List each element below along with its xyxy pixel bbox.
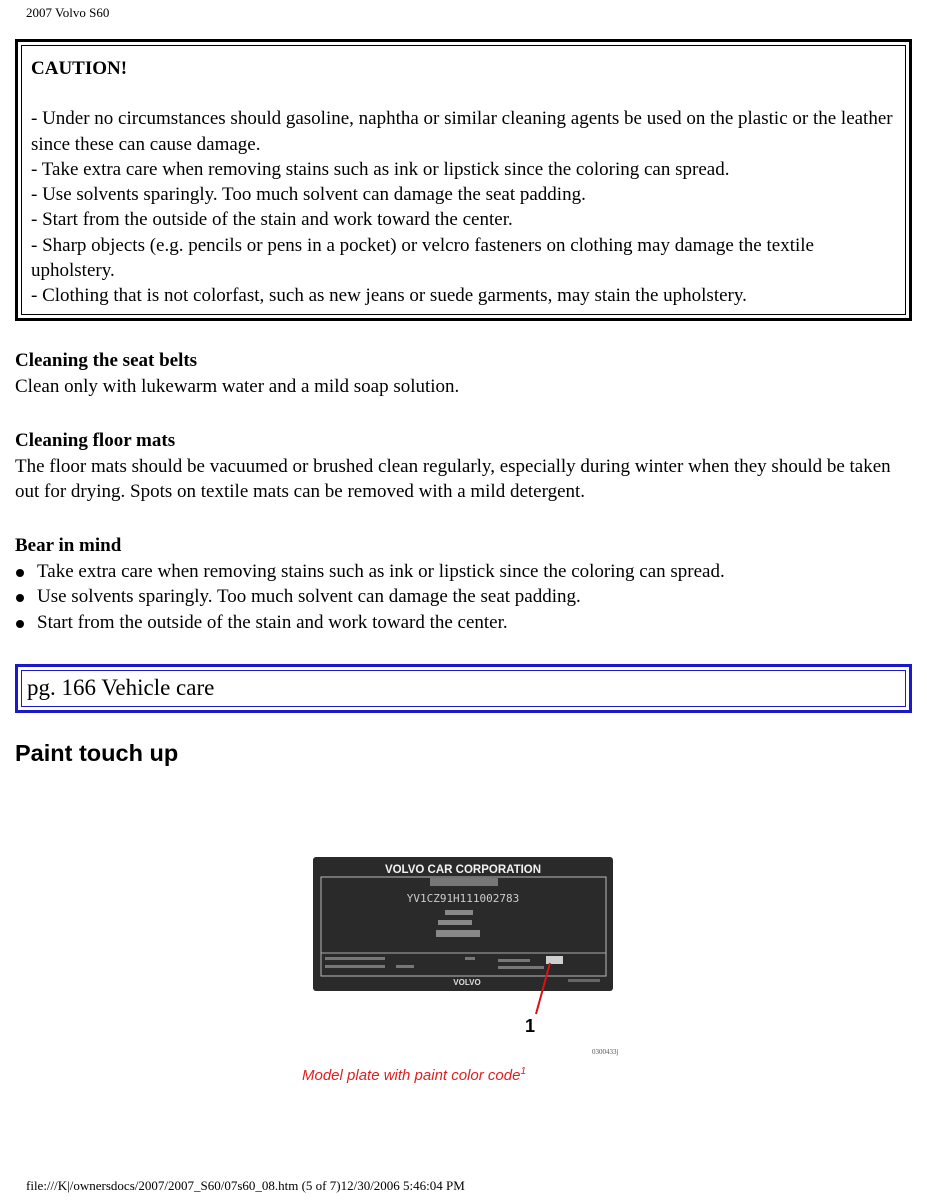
document-footer-path: file:///K|/ownersdocs/2007/2007_S60/07s60_08.htm (5 of 7)12/30/2006 5:46:04 PM: [26, 1178, 465, 1193]
model-plate-illustration: [300, 852, 640, 1092]
model-plate-fine-print: [465, 957, 475, 960]
caution-line: - Sharp objects (e.g. pencils or pens in a pocket) or velcro fasteners on clothing may damage the textile upholstery.: [31, 234, 814, 282]
paint-touch-up-title: Paint touch up: [15, 740, 179, 766]
document-header-title: 2007 Volvo S60: [26, 5, 110, 20]
figure-caption: [302, 1066, 526, 1084]
seat-belts-heading: Cleaning the seat belts: [15, 350, 198, 371]
model-plate-fine-print: [396, 965, 414, 968]
model-plate-code-row: [430, 878, 498, 886]
model-plate-vin: YV1CZ91H111002783: [406, 892, 520, 905]
floor-mats-heading: Cleaning floor mats: [15, 430, 176, 451]
page-reference-box: [15, 664, 912, 713]
paint-color-code-field: [546, 956, 563, 964]
caution-line: - Start from the outside of the stain and work toward the center.: [31, 209, 513, 231]
caution-line: - Clothing that is not colorfast, such as new jeans or suede garments, may stain the upholstery.: [31, 285, 747, 307]
figure-caption-footnote: 1: [520, 1066, 527, 1077]
bullet-icon: [16, 594, 24, 602]
bear-in-mind-list: [15, 559, 905, 636]
model-plate-fine-print: [568, 979, 600, 982]
model-plate-fine-print: [325, 957, 385, 960]
bear-in-mind-section: [15, 533, 905, 635]
model-plate-fine-print: [325, 965, 385, 968]
caution-content: [21, 45, 906, 315]
list-item: [15, 559, 905, 585]
floor-mats-text: The floor mats should be vacuumed or brushed clean regularly, especially during winter when they should be taken out for drying. Spots on textile mats can be removed with a mild detergent.: [15, 455, 891, 502]
figure-caption-text: Model plate with paint color code: [302, 1067, 521, 1084]
seat-belts-section: [15, 348, 905, 399]
list-item-text: Start from the outside of the stain and work toward the center.: [37, 611, 508, 633]
model-plate-fine-print: [498, 966, 544, 969]
seat-belts-text: Clean only with lukewarm water and a mild soap solution.: [15, 375, 460, 397]
caution-line: - Under no circumstances should gasoline, naphtha or similar cleaning agents be used on the plastic or the leather since these can cause damage.: [31, 108, 893, 155]
list-item: [15, 584, 905, 610]
caution-box: [15, 39, 912, 321]
page-reference-label: pg. 166 Vehicle care: [21, 670, 906, 707]
list-item-text: Take extra care when removing stains such as ink or lipstick since the coloring can spread.: [37, 560, 725, 582]
callout-number: 1: [524, 1016, 536, 1036]
image-code: 0300433j: [592, 1048, 619, 1056]
model-plate-figure: [300, 852, 640, 1092]
bullet-icon: [16, 569, 24, 577]
model-plate-fine-print: [498, 959, 530, 962]
model-plate-logo: VOLVO: [453, 978, 481, 987]
model-plate-weight-row: [436, 930, 480, 937]
model-plate-title: VOLVO CAR CORPORATION: [384, 864, 542, 876]
bullet-icon: [16, 620, 24, 628]
caution-line: - Take extra care when removing stains such as ink or lipstick since the coloring can spread.: [31, 158, 730, 180]
list-item-text: Use solvents sparingly. Too much solvent can damage the seat padding.: [37, 586, 581, 607]
floor-mats-section: [15, 428, 905, 505]
model-plate-weight-row: [438, 920, 472, 925]
list-item: [15, 610, 905, 636]
model-plate-weight-row: [445, 910, 473, 915]
caution-heading: CAUTION!: [31, 58, 128, 79]
caution-line: - Use solvents sparingly. Too much solvent can damage the seat padding.: [31, 184, 586, 206]
bear-in-mind-heading: Bear in mind: [15, 535, 122, 556]
